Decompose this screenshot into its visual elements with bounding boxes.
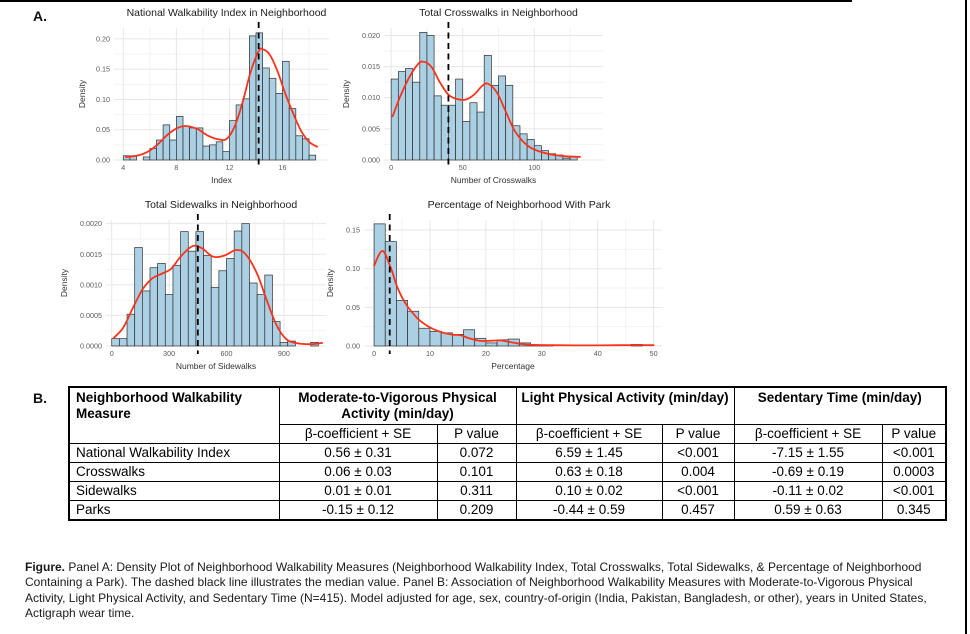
- x-axis-label: Percentage: [491, 361, 535, 371]
- svg-text:0.005: 0.005: [362, 124, 380, 134]
- svg-text:0.010: 0.010: [362, 93, 380, 103]
- cell-p: 0.457: [662, 500, 734, 520]
- chart-park-percentage: [322, 198, 674, 374]
- subheader-p-sedentary: P value: [882, 424, 946, 443]
- figure-caption-text: Panel A: Density Plot of Neighborhood Walkability Measures (Neighborhood Walkability Index, Total Crosswalks, Total Sidewalks, & Percentage of Neighborhood Containing a Park). The dashed black line illustrates the median value. Panel B: Association of Neighborhood Walkability Measures with Moderate-to-Vigorous Physical Activity, Light Physical Activity, and Sedentary Time (N=415). Model adjusted for age, sex, country-of-origin (India, Pakistan, Bangladesh, or other), years in United States, Actigraph wear time.: [25, 560, 927, 621]
- cell-beta: -7.15 ± 1.55: [734, 443, 882, 462]
- svg-text:10: 10: [425, 349, 434, 358]
- svg-text:50: 50: [649, 349, 658, 358]
- svg-text:100: 100: [528, 163, 541, 172]
- cell-beta: 0.63 ± 0.18: [516, 462, 662, 481]
- cell-p: 0.311: [437, 481, 516, 500]
- svg-text:0.20: 0.20: [96, 34, 110, 44]
- svg-text:900: 900: [277, 349, 290, 358]
- svg-text:0.05: 0.05: [346, 302, 360, 312]
- subheader-p-light: P value: [662, 424, 734, 443]
- cell-beta: 0.59 ± 0.63: [734, 500, 882, 520]
- chart-sidewalks: [56, 198, 336, 374]
- table-row: [69, 443, 946, 462]
- cell-p: <0.001: [882, 443, 946, 462]
- svg-text:0.00: 0.00: [96, 155, 110, 165]
- cell-p: 0.0003: [882, 462, 946, 481]
- table-header-row: [69, 387, 946, 424]
- x-axis-label: Number of Sidewalks: [175, 361, 257, 371]
- svg-text:0.0005: 0.0005: [80, 310, 102, 320]
- table-row: [69, 462, 946, 481]
- svg-text:600: 600: [220, 349, 233, 358]
- cell-beta: 0.06 ± 0.03: [279, 462, 437, 481]
- svg-text:300: 300: [163, 349, 176, 358]
- association-table: [68, 386, 947, 521]
- panel-a-label: A.: [33, 8, 47, 24]
- subheader-beta-mvpa: β-coefficient + SE: [279, 424, 437, 443]
- crosswalks-plot: [338, 20, 613, 188]
- cell-p: 0.209: [437, 500, 516, 520]
- cell-p: 0.101: [437, 462, 516, 481]
- svg-text:16: 16: [278, 163, 287, 172]
- table-row: [69, 500, 946, 520]
- svg-text:0: 0: [389, 163, 394, 172]
- chart-title: National Walkability Index in Neighborhood: [126, 7, 327, 19]
- svg-text:0.10: 0.10: [96, 94, 110, 104]
- col-group-light-pa: Light Physical Activity (min/day): [516, 387, 734, 424]
- col-group-mvpa: Moderate-to-Vigorous Physical Activity (min/day): [279, 387, 516, 424]
- svg-text:4: 4: [121, 163, 126, 172]
- page-border-top: [0, 0, 852, 2]
- svg-text:0.15: 0.15: [346, 225, 360, 235]
- walkability-index-plot: [74, 20, 339, 188]
- cell-beta: -0.15 ± 0.12: [279, 500, 437, 520]
- svg-text:8: 8: [174, 163, 179, 172]
- svg-text:0.000: 0.000: [362, 155, 380, 165]
- svg-text:0.0020: 0.0020: [80, 219, 102, 229]
- svg-text:0.0015: 0.0015: [80, 249, 102, 259]
- cell-beta: -0.44 ± 0.59: [516, 500, 662, 520]
- cell-beta: -0.69 ± 0.19: [734, 462, 882, 481]
- table-row: [69, 481, 946, 500]
- figure-caption: [25, 560, 955, 621]
- y-axis-label: Density: [341, 79, 351, 109]
- cell-beta: 0.01 ± 0.01: [279, 481, 437, 500]
- svg-text:0.015: 0.015: [362, 62, 380, 72]
- subheader-beta-light: β-coefficient + SE: [516, 424, 662, 443]
- chart-title: Total Crosswalks in Neighborhood: [419, 7, 578, 19]
- cell-p: <0.001: [662, 443, 734, 462]
- svg-text:12: 12: [225, 163, 234, 172]
- svg-text:0.00: 0.00: [346, 341, 360, 351]
- svg-text:50: 50: [458, 163, 467, 172]
- y-axis-label: Density: [59, 268, 69, 298]
- row-measure: Crosswalks: [69, 462, 279, 481]
- cell-p: 0.004: [662, 462, 734, 481]
- svg-text:0.10: 0.10: [346, 264, 360, 274]
- page-border-right: [965, 0, 967, 634]
- row-measure: Parks: [69, 500, 279, 520]
- cell-p: <0.001: [662, 481, 734, 500]
- subheader-p-mvpa: P value: [437, 424, 516, 443]
- chart-title: Percentage of Neighborhood With Park: [427, 199, 611, 211]
- svg-text:20: 20: [481, 349, 490, 358]
- subheader-beta-sedentary: β-coefficient + SE: [734, 424, 882, 443]
- svg-text:0: 0: [372, 349, 377, 358]
- x-axis-label: Number of Crosswalks: [450, 175, 537, 185]
- x-axis-label: Index: [211, 175, 232, 185]
- sidewalks-plot: [56, 212, 336, 374]
- row-measure: National Walkability Index: [69, 443, 279, 462]
- chart-walkability-index: [74, 6, 339, 188]
- svg-text:0: 0: [109, 349, 114, 358]
- chart-title: Total Sidewalks in Neighborhood: [144, 199, 298, 211]
- cell-p: 0.345: [882, 500, 946, 520]
- cell-beta: 0.10 ± 0.02: [516, 481, 662, 500]
- cell-p: <0.001: [882, 481, 946, 500]
- y-axis-label: Density: [325, 268, 335, 298]
- svg-text:0.0000: 0.0000: [80, 341, 102, 351]
- row-measure: Sidewalks: [69, 481, 279, 500]
- panel-b-label: B.: [33, 390, 47, 406]
- y-axis-label: Density: [77, 79, 87, 109]
- col-header-measure: Neighborhood Walkability Measure: [69, 387, 279, 443]
- figure-caption-label: Figure.: [25, 560, 66, 574]
- cell-beta: 0.56 ± 0.31: [279, 443, 437, 462]
- histogram-bars: [374, 224, 642, 346]
- svg-text:30: 30: [537, 349, 546, 358]
- svg-text:40: 40: [593, 349, 602, 358]
- svg-text:0.15: 0.15: [96, 64, 110, 74]
- chart-crosswalks: [338, 6, 613, 188]
- col-group-sedentary: Sedentary Time (min/day): [734, 387, 946, 424]
- park-percentage-plot: [322, 212, 674, 374]
- cell-beta: 6.59 ± 1.45: [516, 443, 662, 462]
- cell-beta: -0.11 ± 0.02: [734, 481, 882, 500]
- svg-text:0.020: 0.020: [362, 30, 380, 40]
- svg-text:0.05: 0.05: [96, 125, 110, 135]
- svg-text:0.0010: 0.0010: [80, 280, 102, 290]
- cell-p: 0.072: [437, 443, 516, 462]
